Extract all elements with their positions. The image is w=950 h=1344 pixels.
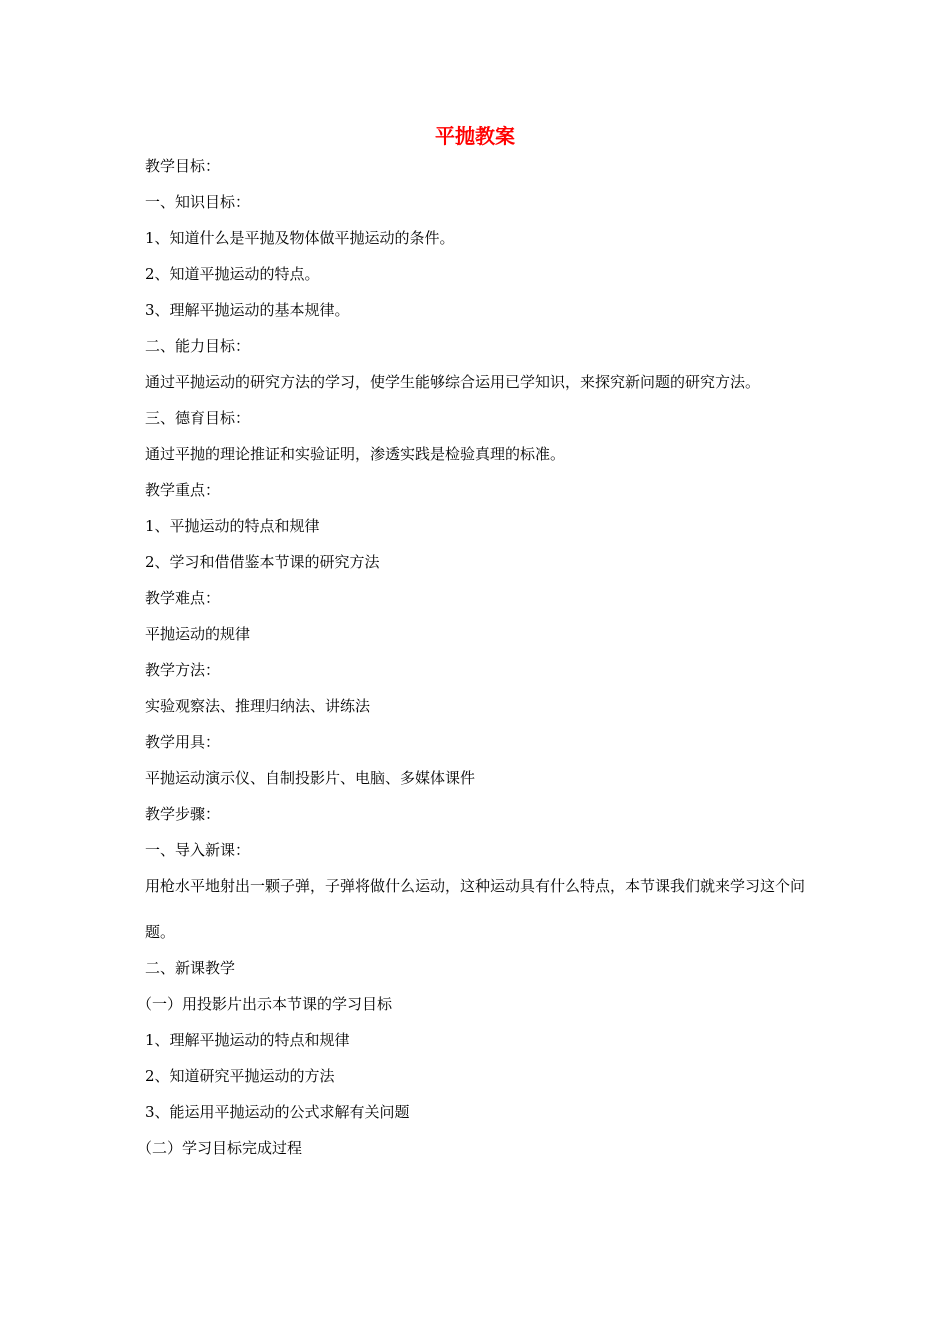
- section-heading-steps: 教学步骤：: [145, 805, 221, 823]
- subheading-knowledge-objectives: 一、知识目标：: [145, 193, 251, 211]
- section-heading-difficulties: 教学难点：: [145, 589, 221, 607]
- paragraph: 通过平抛的理论推证和实验证明，渗透实践是检验真理的标准。: [145, 445, 566, 463]
- list-item: 2、知道研究平抛运动的方法: [145, 1067, 335, 1085]
- list-item: 1、理解平抛运动的特点和规律: [145, 1031, 350, 1049]
- list-item: 1、知道什么是平抛及物体做平抛运动的条件。: [145, 229, 455, 247]
- paragraph: 平抛运动的规律: [145, 625, 251, 643]
- section-heading-objectives: 教学目标：: [145, 157, 221, 175]
- subheading-part-one: （一）用投影片出示本节课的学习目标: [137, 995, 393, 1013]
- list-item: 1、平抛运动的特点和规律: [145, 517, 320, 535]
- list-item: 2、知道平抛运动的特点。: [145, 265, 320, 283]
- document-body: [137, 148, 810, 1166]
- paragraph: 平抛运动演示仪、自制投影片、电脑、多媒体课件: [145, 769, 476, 787]
- subheading-ability-objectives: 二、能力目标：: [145, 337, 251, 355]
- section-heading-key-points: 教学重点：: [145, 481, 221, 499]
- document-title: 平抛教案: [435, 124, 515, 148]
- subheading-part-two: （二）学习目标完成过程: [137, 1139, 303, 1157]
- paragraph: 用枪水平地射出一颗子弹，子弹将做什么运动，这种运动具有什么特点，本节课我们就来学习这个问题。: [145, 877, 806, 941]
- paragraph: 实验观察法、推理归纳法、讲练法: [145, 697, 371, 715]
- subheading-new-lesson: 二、新课教学: [145, 959, 236, 977]
- section-heading-methods: 教学方法：: [145, 661, 221, 679]
- subheading-moral-objectives: 三、德育目标：: [145, 409, 251, 427]
- paragraph: 通过平抛运动的研究方法的学习，使学生能够综合运用已学知识，来探究新问题的研究方法。: [145, 373, 761, 391]
- list-item: 3、理解平抛运动的基本规律。: [145, 301, 350, 319]
- list-item: 3、能运用平抛运动的公式求解有关问题: [145, 1103, 410, 1121]
- subheading-introduction: 一、导入新课：: [145, 841, 251, 859]
- section-heading-tools: 教学用具：: [145, 733, 221, 751]
- list-item: 2、学习和借借鉴本节课的研究方法: [145, 553, 380, 571]
